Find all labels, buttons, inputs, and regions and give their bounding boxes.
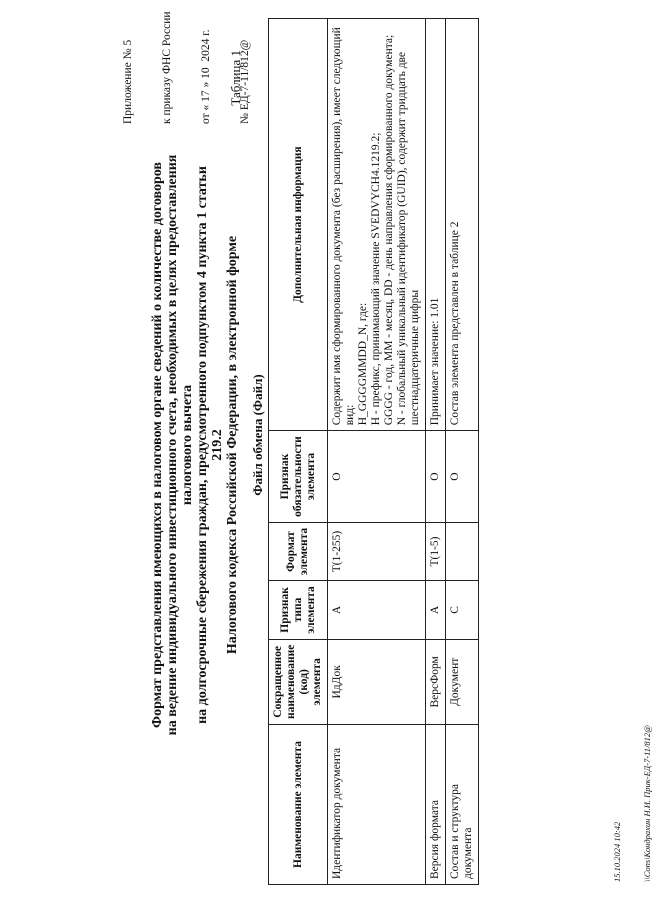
info-line: H_GGGGMMDD_N, где:: [357, 302, 369, 426]
appendix-line: к приказу ФНС России: [161, 11, 173, 124]
cell-code: ВерсФорм: [426, 639, 446, 724]
title-line: на долгосрочные сбережения граждан, предусмотренного подпунктом 4 пункта 1 статьи 219.2: [195, 166, 225, 724]
table-number: Таблица 1: [228, 50, 243, 106]
header-info: Дополнительная информация: [269, 19, 328, 431]
info-line: Содержит имя сформированного документа (без расширения), имеет следующий вид:: [331, 27, 356, 426]
info-line: N - глобальный уникальный идентификатор (GUID), содержит тридцать две шестнадцатеричные цифры: [396, 51, 421, 426]
cell-info: [328, 19, 426, 431]
info-line: Состав элемента представлен в таблице 2: [449, 221, 461, 426]
title-line: Формат представления имеющихся в налоговом органе сведений о количестве договоров: [150, 162, 165, 728]
cell-name: Идентификатор документа: [328, 725, 426, 885]
cell-required: О: [426, 431, 446, 523]
stamp-line: \\Cons\Кондрахин Н.И. Прик-ЕД-7-11/812@: [642, 725, 652, 882]
cell-format: T(1-255): [328, 522, 426, 580]
print-stamp: [592, 725, 672, 882]
table-header-row: [269, 19, 328, 885]
cell-type: А: [426, 581, 446, 639]
appendix-date: от « 17 » 10 2024 г.: [200, 29, 212, 124]
cell-info: [426, 19, 446, 431]
table-row: [426, 19, 446, 885]
title-line: Налогового кодекса Российской Федерации, в электронной форме: [225, 235, 240, 655]
document-title: [150, 150, 240, 740]
info-line: Принимает значение: 1.01: [429, 297, 441, 426]
header-required: Признак обязательности элемента: [269, 431, 328, 523]
cell-name: Состав и структура документа: [446, 725, 479, 885]
header-type: Признак типа элемента: [269, 581, 328, 639]
cell-type: С: [446, 581, 479, 639]
cell-name: Версия формата: [426, 725, 446, 885]
table-row: [446, 19, 479, 885]
header-code: Сокращенное наименование (код) элемента: [269, 639, 328, 724]
elements-table: [268, 18, 479, 885]
table-row: [328, 19, 426, 885]
appendix-line: Приложение № 5: [122, 39, 134, 124]
cell-code: Документ: [446, 639, 479, 724]
appendix-number: № ЕД-7-11/812@: [239, 39, 251, 124]
cell-type: А: [328, 581, 426, 639]
header-format: Формат элемента: [269, 522, 328, 580]
header-name: Наименование элемента: [269, 725, 328, 885]
info-line: GGGG - год, MM - месяц, DD - день направления сформированного документа;: [383, 34, 395, 426]
cell-info: [446, 19, 479, 431]
cell-required: О: [446, 431, 479, 523]
table-caption: Файл обмена (Файл): [250, 374, 265, 496]
title-line: на ведение индивидуального инвестиционного счета, необходимых в целях предоставления налогового вычета: [165, 154, 195, 736]
info-line: H - префикс, принимающий значение SVEDVYCH4.1219.2;: [370, 132, 382, 426]
cell-format: [446, 522, 479, 580]
cell-format: T(1-5): [426, 522, 446, 580]
cell-code: ИдДок: [328, 639, 426, 724]
cell-required: О: [328, 431, 426, 523]
appendix-block: [96, 11, 278, 124]
stamp-line: 15.10.2024 10:42: [612, 821, 622, 882]
